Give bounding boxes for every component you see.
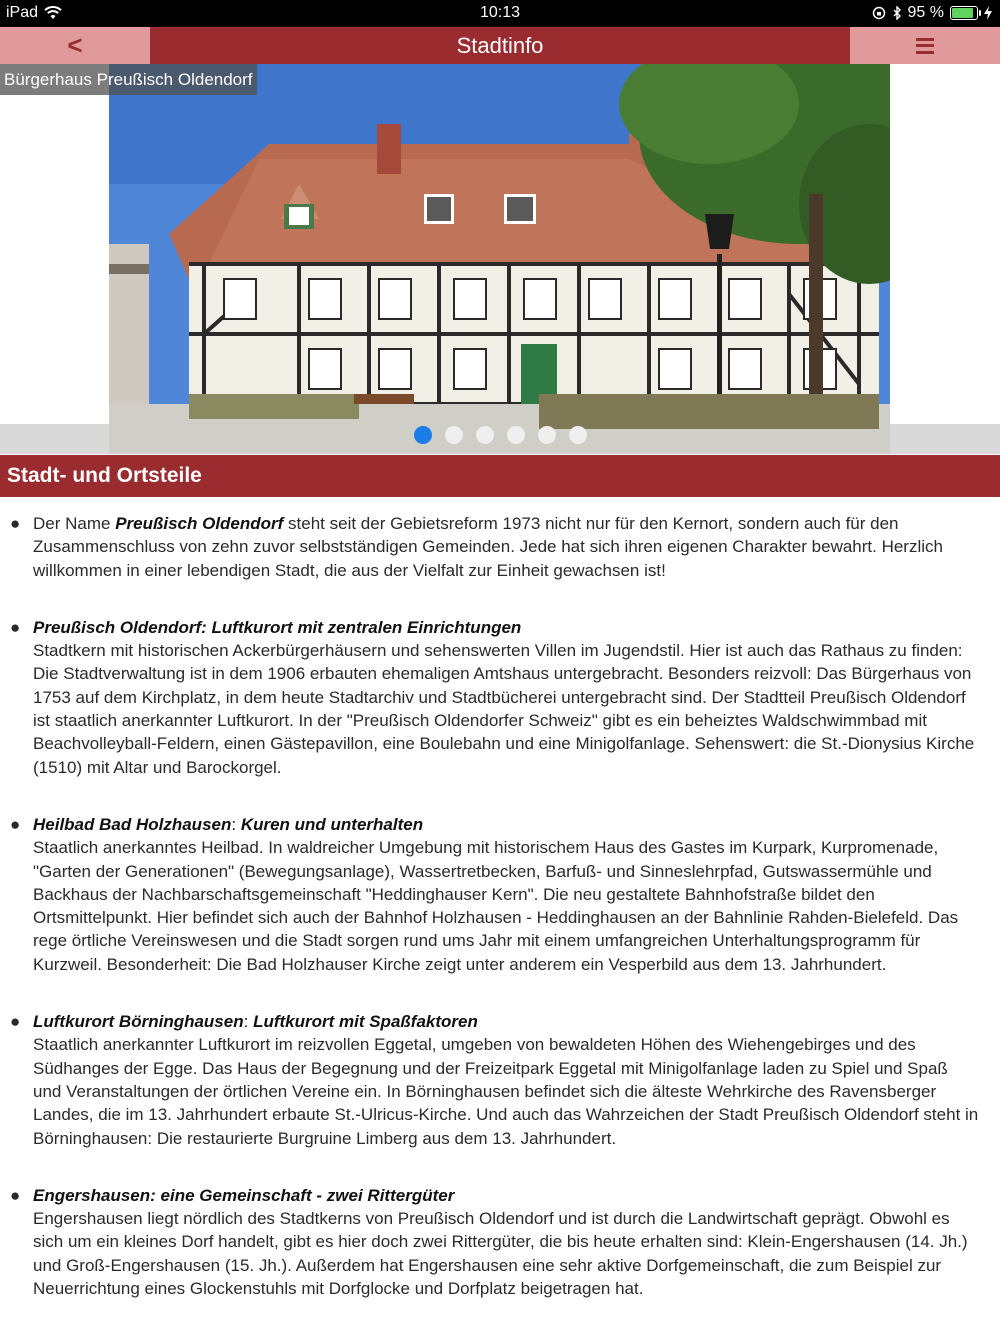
item-text: Der Name xyxy=(33,514,116,533)
nav-bar xyxy=(0,27,1000,64)
carousel-dots xyxy=(0,426,1000,444)
item-text: Staatlich anerkanntes Heilbad. In waldreicher Umgebung mit historischem Haus des Gastes im Kurpark, Kurpromenade, "Garten der Generationen" (Bewegungsanlage), Wassertretbecken, Barfuß- und Sinneslehrpfad, Gutswassermühle und Backhaus der Nachbarschaftsgemeinschaft "Heddinghauser Kern". Die neu gestaltete Bahnhofstraße bildet den Ortsmittelpunkt. Hier befindet sich auch der Bahnhof Holzhausen - Heddinghausen an der Bahnlinie Rahden-Bielefeld. Das rege örtliche Vereinswesen und die Stadt sorgen rund ums Jahr mit einem umfangreichen Unterhaltungsprogramm für Kurzweil. Besonderheit: Die Bad Holzhauser Kirche zeigt unter anderem ein Vesperbild aus dem 13. Jahrhundert. xyxy=(33,838,959,974)
hamburger-icon xyxy=(916,38,934,54)
carousel-dot[interactable] xyxy=(476,426,494,444)
carousel-dot[interactable] xyxy=(414,426,432,444)
content-list xyxy=(0,512,1000,1334)
list-item xyxy=(0,616,1000,779)
status-time: 10:13 xyxy=(479,4,521,21)
item-title: Heilbad Bad Holzhausen: Kuren und unterhalten xyxy=(33,814,424,834)
list-item xyxy=(0,512,1000,582)
carousel-dot[interactable] xyxy=(569,426,587,444)
list-item xyxy=(0,1010,1000,1150)
item-text: Engershausen liegt nördlich des Stadtkerns von Preußisch Oldendorf und ist durch die Landwirtschaft geprägt. Obwohl es sich um ein kleines Dorf handelt, gibt es hier doch zwei Rittergüter, die bis heute erhalten sind: Klein-Engershausen (14. Jh.) und Groß-Engershausen (15. Jh.). Außerdem hat Engershausen eine sehr aktive Dorfgemeinschaft, die zum Beispiel zur Neuerrichtung eines Glockenstuhls mit Dorfglocke und Dorfplatz beigetragen hat. xyxy=(33,1209,968,1299)
list-item xyxy=(0,813,1000,976)
status-bar xyxy=(0,0,1000,27)
image-carousel[interactable] xyxy=(0,64,1000,454)
page-title: Stadtinfo xyxy=(456,33,544,58)
image-caption: Bürgerhaus Preußisch Oldendorf xyxy=(0,64,257,95)
list-item xyxy=(0,1184,1000,1300)
bullet: ● xyxy=(10,814,21,834)
section-header: Stadt- und Ortsteile xyxy=(0,455,1000,497)
item-text: Staatlich anerkannter Luftkurort im reizvollen Eggetal, umgeben von bewaldeten Höhen des Wiehengebirges und des Südhanges der Egge. Das Haus der Begegnung und der Freizeitpark Eggetal mit Minigolfanlage laden zu Spiel und Spaß und Veranstaltungen der örtlichen Vereine ein. In Börninghausen befindet sich die älteste Wehrkirche des Ravensberger Landes, die im 13. Jahrhundert erbaute St.-Ulricus-Kirche. Und auch das Wahrzeichen der Stadt Preußisch Oldendorf steht in Börninghausen: Die restaurierte Burgruine Limberg aus dem 13. Jahrhundert. xyxy=(33,1035,979,1148)
item-title: Preußisch Oldendorf: Luftkurort mit zentralen Einrichtungen xyxy=(33,617,522,637)
battery-icon xyxy=(950,6,978,20)
back-icon: < xyxy=(67,30,83,60)
carousel-photo[interactable] xyxy=(109,64,890,454)
bullet: ● xyxy=(10,1185,21,1205)
bluetooth-icon xyxy=(892,6,902,20)
item-text: Stadtkern mit historischen Ackerbürgerhäusern und sehenswerten Villen im Jugendstil. Hier ist auch das Rathaus zu finden: Die Stadtverwaltung ist in dem 1906 erbauten ehemaligen Amtshaus untergebracht. Besonders reizvoll: Das Bürgerhaus von 1753 auf dem Kirchplatz, in dem heute Stadtarchiv und Stadtbücherei untergebracht sind. Der Stadtteil Preußisch Oldendorf ist staatlich anerkannter Luftkurort. In der "Preußisch Oldendorfer Schweiz" gibt es ein beheiztes Waldschwimmbad mit Beachvolleyball-Feldern, einen Gästepavillon, eine Boulebahn und eine Minigolfanlage. Sehenswert: die St.-Dionysius Kirche (1510) mit Altar und Barockorgel. xyxy=(33,641,975,777)
carousel-dot[interactable] xyxy=(507,426,525,444)
back-button[interactable] xyxy=(0,27,150,64)
device-name: iPad xyxy=(6,4,39,21)
carousel-dot[interactable] xyxy=(445,426,463,444)
charging-icon xyxy=(984,6,992,20)
menu-button[interactable] xyxy=(850,27,1000,64)
bullet: ● xyxy=(10,514,21,533)
carousel-dot[interactable] xyxy=(538,426,556,444)
battery-percent: 95 % xyxy=(907,4,944,21)
item-title: Engershausen: eine Gemeinschaft - zwei Rittergüter xyxy=(33,1185,455,1205)
orientation-lock-icon xyxy=(872,6,886,20)
item-title: Luftkurort Börninghausen: Luftkurort mit Spaßfaktoren xyxy=(33,1012,478,1032)
item-text: steht seit der Gebietsreform 1973 nicht nur für den Kernort, sondern auch für den Zusammenschluss von zehn zuvor selbstständigen Gemeinden. Jede hat sich ihren eigenen Charakter bewahrt. Herzlich willkommen in einer lebendigen Stadt, die aus der Vielfalt zur Einheit gewachsen ist! xyxy=(33,514,943,580)
item-bold: Preußisch Oldendorf xyxy=(115,514,284,533)
bullet: ● xyxy=(10,617,21,637)
bullet: ● xyxy=(10,1012,21,1032)
